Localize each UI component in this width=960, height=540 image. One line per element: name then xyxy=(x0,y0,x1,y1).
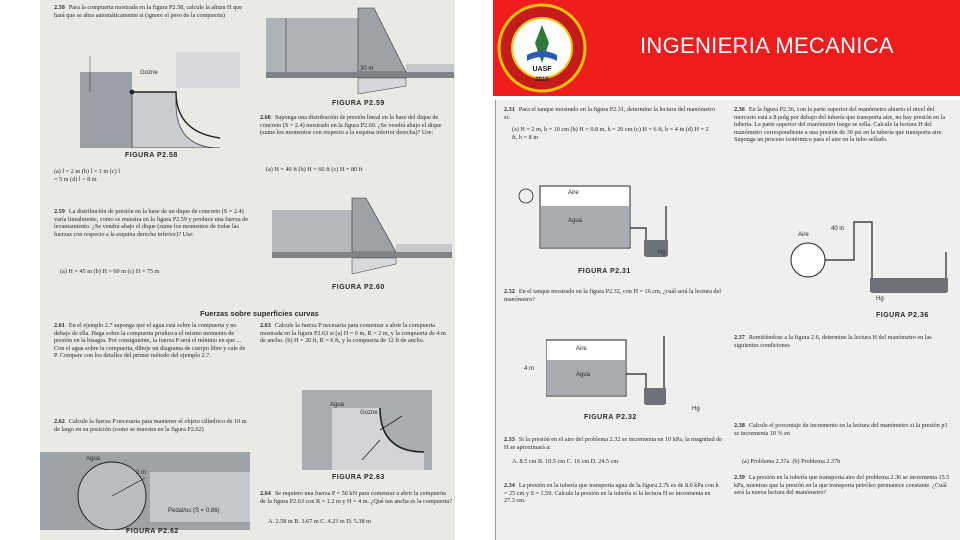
problem-2-59-options: (a) H = 45 m (b) H = 60 m (c) H = 75 m xyxy=(60,268,160,275)
problem-2-36: 2.36 En la figura P2.36, con la parte superior del manómetro abierto el nivel del mercurio está a 8 pulg por debajo del tubería que transporta aire, no hay presión en la tubería. La parte superior del manómetro luego se sella. Calcule la lectura H del manómetro correspondiente a una presión de 30 psi en la tubería que transporta aire. Suponga un proceso isotérmico para el aire en la tubo sellado. xyxy=(734,106,946,144)
problem-2-33-options: A. 8.5 cm B. 10.5 cm C. 16 cm D. 24.5 cm xyxy=(512,458,619,465)
caption-p2-63: FIGURA P2.63 xyxy=(332,474,385,481)
problem-2-58-options: (a) l = 2 m (b) l = 1 m (c) l = 5 m (d) l = 8 m xyxy=(54,168,120,183)
svg-text:UASF: UASF xyxy=(532,66,552,73)
caption-p2-59: FIGURA P2.59 xyxy=(332,100,385,107)
aire-label-p2-36: Aire xyxy=(798,232,809,238)
agua-label-p2-32: Agua xyxy=(576,372,591,378)
thirty-m-label: 30 m xyxy=(360,66,374,72)
figure-p2-32 xyxy=(546,326,696,414)
problem-2-37: 2.37 Remitiéndose a la figura 2.6, determine la lectura H del manómetro en las siguientes condiciones xyxy=(734,334,932,349)
problem-2-39: 2.39 La presión en la tubería que transporta aire del problema 2.36 se incrementa 15.5 kPa, mientras que la presión en la que transporta petróleo permanece constante. ¿Cuál será la nueva lectura del manómetro? xyxy=(734,474,950,497)
hg-label-p2-32: Hg xyxy=(692,406,700,412)
aire-label-p2-32: Aire xyxy=(576,346,587,352)
problem-2-60: 2.60 Suponga una distribución de presión lineal en la base del dique de concreto (S = 2.4) mostrado en la figura P2.60. ¿Se vendrá abajo el dique (sume los momentos con respecto a la esquina inferior derecha)? Use: xyxy=(260,114,442,137)
problem-2-58: 2.58 Para la compuerta mostrada en la figura P2.58, calcule la altura H que hará que se abra automáticamente si (ignore el peso de la compuerta) xyxy=(54,4,243,19)
caption-p2-31: FIGURA P2.31 xyxy=(578,268,631,275)
figure-p2-58 xyxy=(80,52,240,148)
gozne-label: Gozne xyxy=(140,70,158,76)
gozne-label-p2-63: Gozne xyxy=(360,410,378,416)
problem-2-59: 2.59 La distribución de presión en la base de un dique de concreto (S = 2.4) varía linealmente, como se muestra en la figura P2.59 y produce una fuerza de levantamiento. ¿Se vendrá abajo el dique (sume los momentos de todas las fuerzas con respecto a la esquina derecha inferior)? Use: xyxy=(54,208,248,238)
university-logo xyxy=(497,3,587,93)
four-m-label: 4 m xyxy=(524,366,535,372)
scanned-page-left xyxy=(40,0,455,540)
problem-2-31: 2.31 Para el tanque mostrado en la figura P2.31, determine la lectura del manómetro si: xyxy=(504,106,716,121)
caption-p2-60: FIGURA P2.60 xyxy=(332,284,385,291)
caption-p2-62: FIGURA P2.62 xyxy=(126,528,179,535)
problem-2-60-options: (a) H = 40 ft (b) H = 60 ft (c) H = 80 ft xyxy=(266,166,363,173)
problem-2-64: 2.64 Se requiere una fuerza P = 50 kN para comenzar a abrir la compuerta de la figura P2.63 con R = 1.2 m y H = 4 m. ¿Qué tan ancha es la compuerta? xyxy=(260,490,452,505)
agua-label-p2-63: Agua xyxy=(330,402,345,408)
problem-2-64-options: A. 2.58 m B. 3.67 m C. 4.23 m D. 5.38 m xyxy=(268,518,371,525)
hg-label-p2-36: Hg xyxy=(876,296,884,302)
pedal-label: Pedal/os (S = 0.86) xyxy=(168,508,220,514)
section-heading: Fuerzas sobre superficies curvas xyxy=(200,309,319,318)
caption-p2-32: FIGURA P2.32 xyxy=(584,414,637,421)
figure-p2-63 xyxy=(302,390,432,470)
problem-2-62: 2.62 Calcule la fuerza P necesaria para mantener el objeto cilíndrico de 10 m de largo en su posición (como se muestra en la figura P2.62) xyxy=(54,418,247,433)
caption-p2-58: FIGURA P2.58 xyxy=(125,152,178,159)
scanned-page-right xyxy=(495,100,960,540)
agua-label-p2-31: Agua xyxy=(568,218,583,224)
hg-label-p2-31: Hg xyxy=(658,250,666,256)
problem-2-61: 2.61 En el ejemplo 2.7 suponga que el agua está sobre la compuerta y no debajo de ella. Haga sobre la compuerta produzca el mismo momento de presión en la bisagra. Por consiguiente, la fuerza P será el mínimo en que ... Con el agua sobre la compuerta, dibuje un diagrama de cuerpo libre y cale de P. Compare con los detalles del primer método del ejemplo 2.7. xyxy=(54,322,246,360)
problem-2-34: 2.34 La presión en la tubería que transporta agua de la figura 2.7b es de 8.0 kPa con h = 25 cm y S = 1.59. Calcule la presión en la tubería si la lectura H se incrementa en 27.3 cm. xyxy=(504,482,719,505)
problem-2-33: 2.33 Si la presión en el aire del problema 2.32 se incrementa en 10 kPa, la magnitud de H se aproximará a: xyxy=(504,436,722,451)
figure-p2-59 xyxy=(266,4,454,96)
caption-p2-36: FIGURA P2.36 xyxy=(876,312,929,319)
figure-p2-36 xyxy=(786,212,956,308)
aire-label-p2-31: Aire xyxy=(568,190,579,196)
figure-p2-60 xyxy=(272,192,452,280)
problem-2-31-options: (a) H = 2 m, h = 10 cm (b) H = 0.8 m, h = 20 cm (c) H = 6 ft, h = 4 in (d) H = 2 ft, h = 8 in xyxy=(512,126,709,141)
forty-in-label: 40 in xyxy=(831,226,845,232)
problem-2-38: 2.38 Calcule el porcentaje de incremento en la lectura del manómetro si la presión p1 se incrementa 10 % en xyxy=(734,422,948,437)
banner-title: INGENIERIA MECANICA xyxy=(640,33,894,58)
problem-2-63: 2.63 Calcule la fuerza P necesaria para comenzar a abrir la compuerta mostrada en la figura P2.63 si (a) H = 6 m, R = 2 m, y la compuerta de 4 m de ancho. (b) H = 20 ft, R = 6 ft, y la compuerta de 12 ft de ancho. xyxy=(260,322,446,345)
agua-label-p2-62: Agua xyxy=(86,456,101,462)
figure-p2-31 xyxy=(516,176,706,264)
problem-2-32: 2.32 En el tanque mostrado en la figura P2.32, con H = 16 cm, ¿cuál será la lectura del manómetro? xyxy=(504,288,721,303)
two-m-label: 2 m xyxy=(136,470,147,476)
svg-text:2010: 2010 xyxy=(535,77,549,83)
figure-p2-62 xyxy=(40,452,250,530)
problem-2-38-options: (a) Problema 2.37a. (b) Problema 2.37b xyxy=(742,458,841,465)
